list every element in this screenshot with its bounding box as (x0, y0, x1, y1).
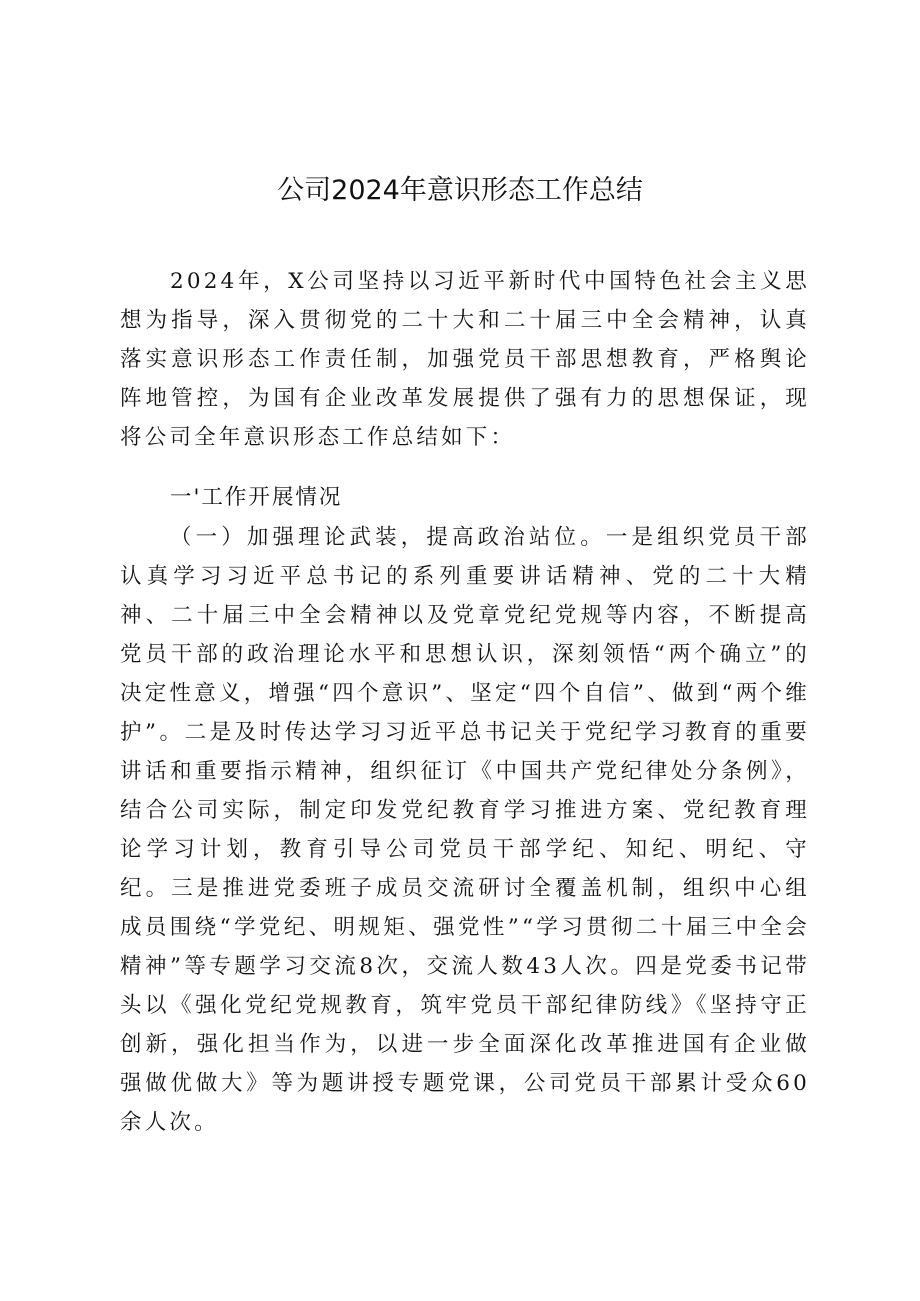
section-heading: 一'工作开展情况 (170, 485, 343, 510)
section-paragraph: （一）加强理论武装，提高政治站位。一是组织党员干部认真学习习近平总书记的系列重要讲话精神、党的二十大精神、二十届三中全会精神以及党章党纪党规等内容，不断提高党员干部的政治理论水平和思想认识，深刻领悟“两个确立”的决定性意义，增强“四个意识”、坚定“四个自信”、做到“两个维护”。二是及时传达学习习近平总书记关于党纪学习教育的重要讲话和重要指示精神，组织征订《中国共产党纪律处分条例》，结合公司实际，制定印发党纪教育学习推进方案、党纪教育理论学习计划，教育引导公司党员干部学纪、知纪、明纪、守纪。三是推进党委班子成员交流研讨全覆盖机制，组织中心组成员围绕“学党纪、明规矩、强党性”“学习贯彻二十届三中全会精神”等专题学习交流8次，交流人数43人次。四是党委书记带头以《强化党纪党规教育，筑牢党员干部纪律防线》《坚持守正创新，强化担当作为，以进一步全面深化改革推进国有企业做强做优做大》等为题讲授专题党课，公司党员干部累计受众60余人次。 (120, 525, 810, 1135)
document-title: 公司2024年意识形态工作总结 (277, 175, 643, 206)
intro-paragraph: 2024年，X公司坚持以习近平新时代中国特色社会主义思想为指导，深入贯彻党的二十大和二十届三中全会精神，认真落实意识形态工作责任制，加强党员干部思想教育，严格舆论阵地管控，为国有企业改革发展提供了强有力的思想保证，现将公司全年意识形态工作总结如下： (120, 269, 810, 450)
